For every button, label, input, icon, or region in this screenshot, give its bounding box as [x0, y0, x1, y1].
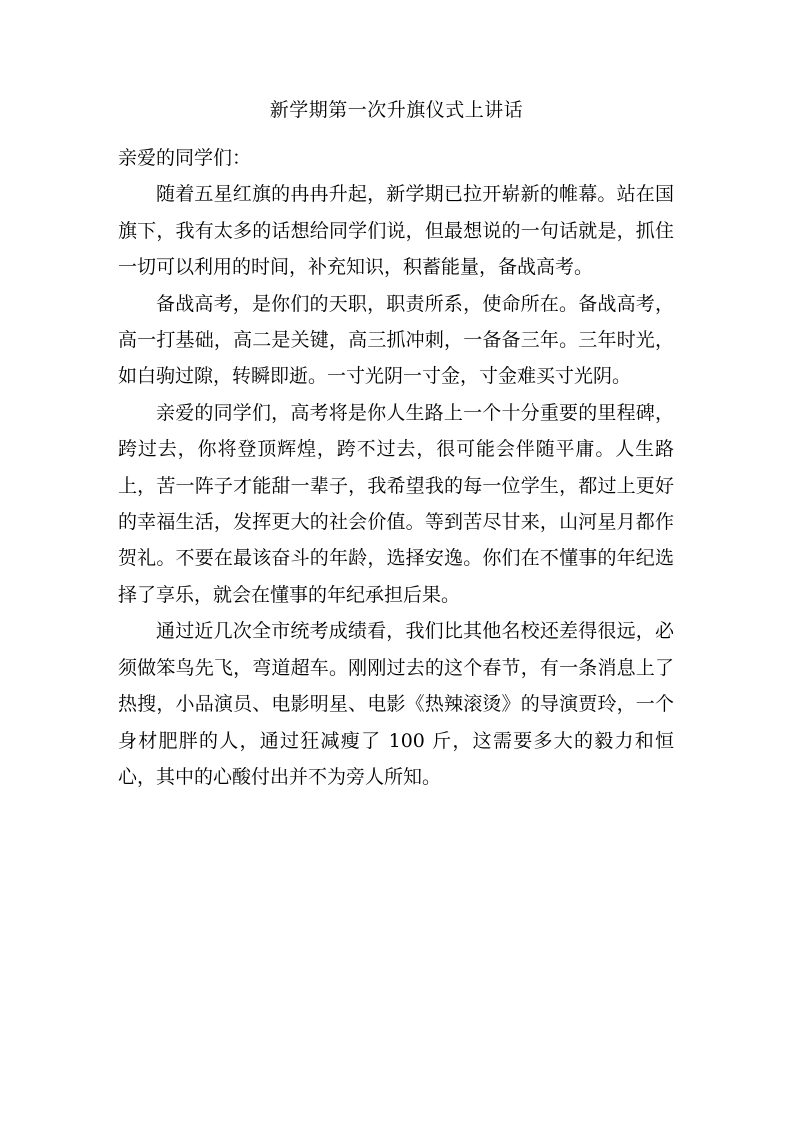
paragraph: 随着五星红旗的冉冉升起，新学期已拉开崭新的帷幕。站在国旗下，我有太多的话想给同学们说，但最想说的一句话就是，抓住一切可以利用的时间，补充知识，积蓄能量，备战高考。 [118, 183, 674, 279]
paragraph: 备战高考，是你们的天职，职责所系，使命所在。备战高考，高一打基础，高二是关键，高三抓冲刺，一备备三年。三年时光，如白驹过隙，转瞬即逝。一寸光阴一寸金，寸金难买寸光阴。 [118, 292, 674, 388]
document-body [118, 140, 674, 795]
paragraph: 亲爱的同学们，高考将是你人生路上一个十分重要的里程碑，跨过去，你将登顶辉煌，跨不过去，很可能会伴随平庸。人生路上，苦一阵子才能甜一辈子，我希望我的每一位学生，都过上更好的幸福生活，发挥更大的社会价值。等到苦尽甘来，山河星月都作贺礼。不要在最该奋斗的年龄，选择安逸。你们在不懂事的年纪选择了享乐，就会在懂事的年纪承担后果。 [118, 401, 674, 606]
salutation: 亲爱的同学们： [118, 147, 252, 169]
document-title: 新学期第一次升旗仪式上讲话 [269, 99, 524, 121]
paragraph: 通过近几次全市统考成绩看，我们比其他名校还差得很远，必须做笨鸟先飞，弯道超车。刚刚过去的这个春节，有一条消息上了热搜，小品演员、电影明星、电影《热辣滚烫》的导演贾玲，一个身材肥胖的人，通过狂减瘦了 100 斤，这需要多大的毅力和恒心，其中的心酸付出并不为旁人所知。 [118, 620, 674, 788]
